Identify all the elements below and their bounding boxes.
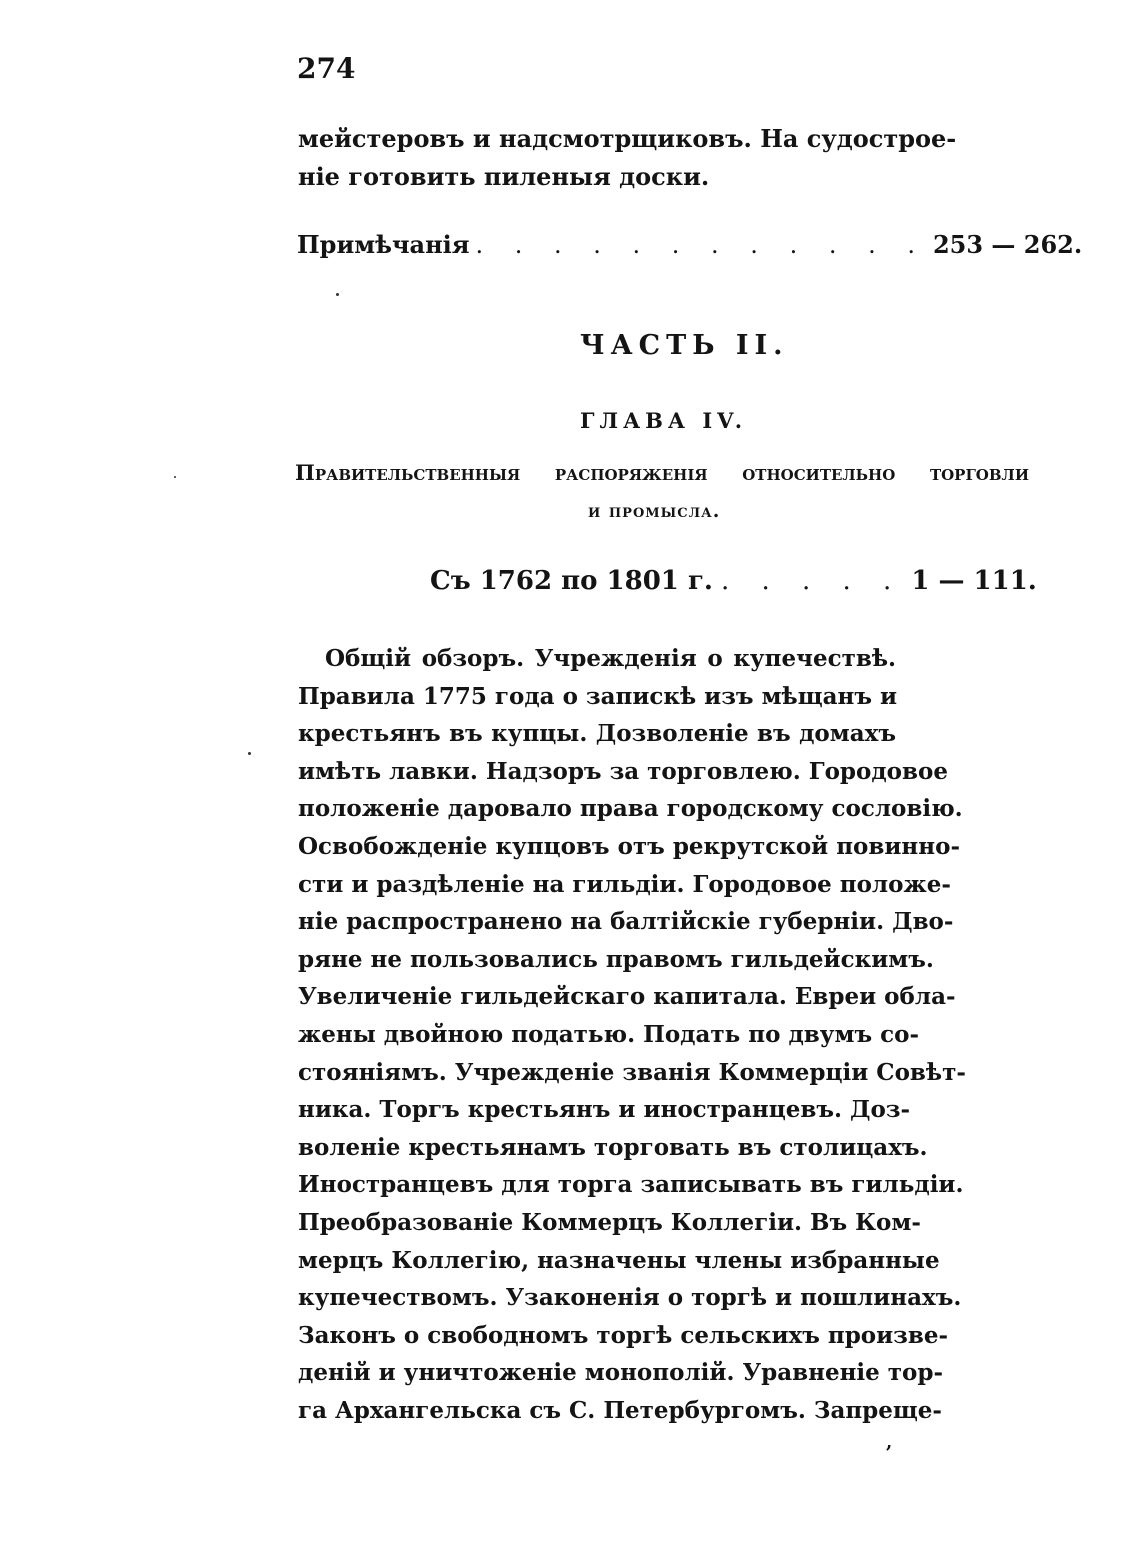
notes-page-range: 253 — 262.: [932, 230, 1083, 259]
speck-mark: [336, 293, 339, 296]
summary-line: деній и уничтоженіе монополій. Уравненіе тор-: [298, 1359, 944, 1387]
page-number: 274: [297, 52, 356, 85]
summary-line: Иностранцевъ для торга записывать въ гильдіи.: [298, 1171, 964, 1199]
chapter-description-line-1: Правительственныя распоряженія относительно торговли: [295, 460, 1029, 485]
summary-line: Общій обзоръ. Учрежденія о купечествѣ.: [325, 645, 896, 672]
summary-line: мерцъ Коллегію, назначены члены избранные: [298, 1246, 940, 1274]
summary-line: ника. Торгъ крестьянъ и иностранцевъ. Доз-: [298, 1096, 911, 1124]
notes-label: Примѣчанія: [297, 230, 470, 259]
period-label: Съ 1762 по 1801 г.: [430, 566, 713, 596]
speck-mark: [248, 752, 251, 755]
summary-line: воленіе крестьянамъ торговать въ столицахъ.: [298, 1133, 928, 1161]
summary-line: крестьянъ въ купцы. Дозволеніе въ домахъ: [298, 720, 896, 748]
summary-line: положеніе даровало права городскому сословію.: [298, 795, 963, 823]
notes-leader-dots: . . . . . . . . . . . .: [475, 231, 927, 259]
summary-line: Преобразованіе Коммерцъ Коллегіи. Въ Ком-: [298, 1208, 921, 1236]
continuation-line-2: ніе готовить пиленыя доски.: [298, 162, 710, 191]
summary-line: Законъ о свободномъ торгѣ сельскихъ произве-: [298, 1321, 949, 1349]
part-title: ЧАСТЬ II.: [580, 330, 789, 361]
summary-line: стояніямъ. Учрежденіе званія Коммерціи Совѣт-: [298, 1058, 966, 1086]
summary-line: жены двойною податью. Подать по двумъ со-: [298, 1020, 919, 1048]
bottom-mark: ,: [886, 1432, 893, 1453]
summary-line: сти и раздѣленіе на гильдіи. Городовое положе-: [298, 870, 951, 898]
summary-line: Освобожденіе купцовъ отъ рекрутской повинно-: [298, 832, 960, 860]
summary-line: га Архангельска съ С. Петербургомъ. Запреще-: [298, 1396, 942, 1424]
summary-line: ніе распространено на балтійскіе губерніи. Дво-: [298, 908, 954, 936]
chapter-summary: [298, 640, 966, 1429]
chapter-description-line-2: и промысла.: [588, 500, 721, 522]
chapter-title: ГЛАВА IV.: [580, 408, 748, 433]
period-page-range: 1 — 111.: [911, 566, 1037, 596]
speck-mark: [174, 476, 176, 478]
summary-line: имѣть лавки. Надзоръ за торговлею. Городовое: [298, 757, 948, 785]
summary-line: Правила 1775 года о запискѣ изъ мѣщанъ и: [298, 682, 898, 710]
continuation-line-1: мейстеровъ и надсмотрщиковъ. На судострое-: [298, 124, 957, 153]
period-entry: [430, 566, 1037, 596]
summary-line: ряне не пользовались правомъ гильдейскимъ.: [298, 945, 934, 973]
summary-line: купечествомъ. Узаконенія о торгѣ и пошлинахъ.: [298, 1284, 962, 1312]
summary-line: Увеличеніе гильдейскаго капитала. Евреи обла-: [298, 983, 956, 1011]
notes-entry: [297, 230, 1083, 259]
period-leader-dots: . . . . .: [720, 566, 904, 596]
